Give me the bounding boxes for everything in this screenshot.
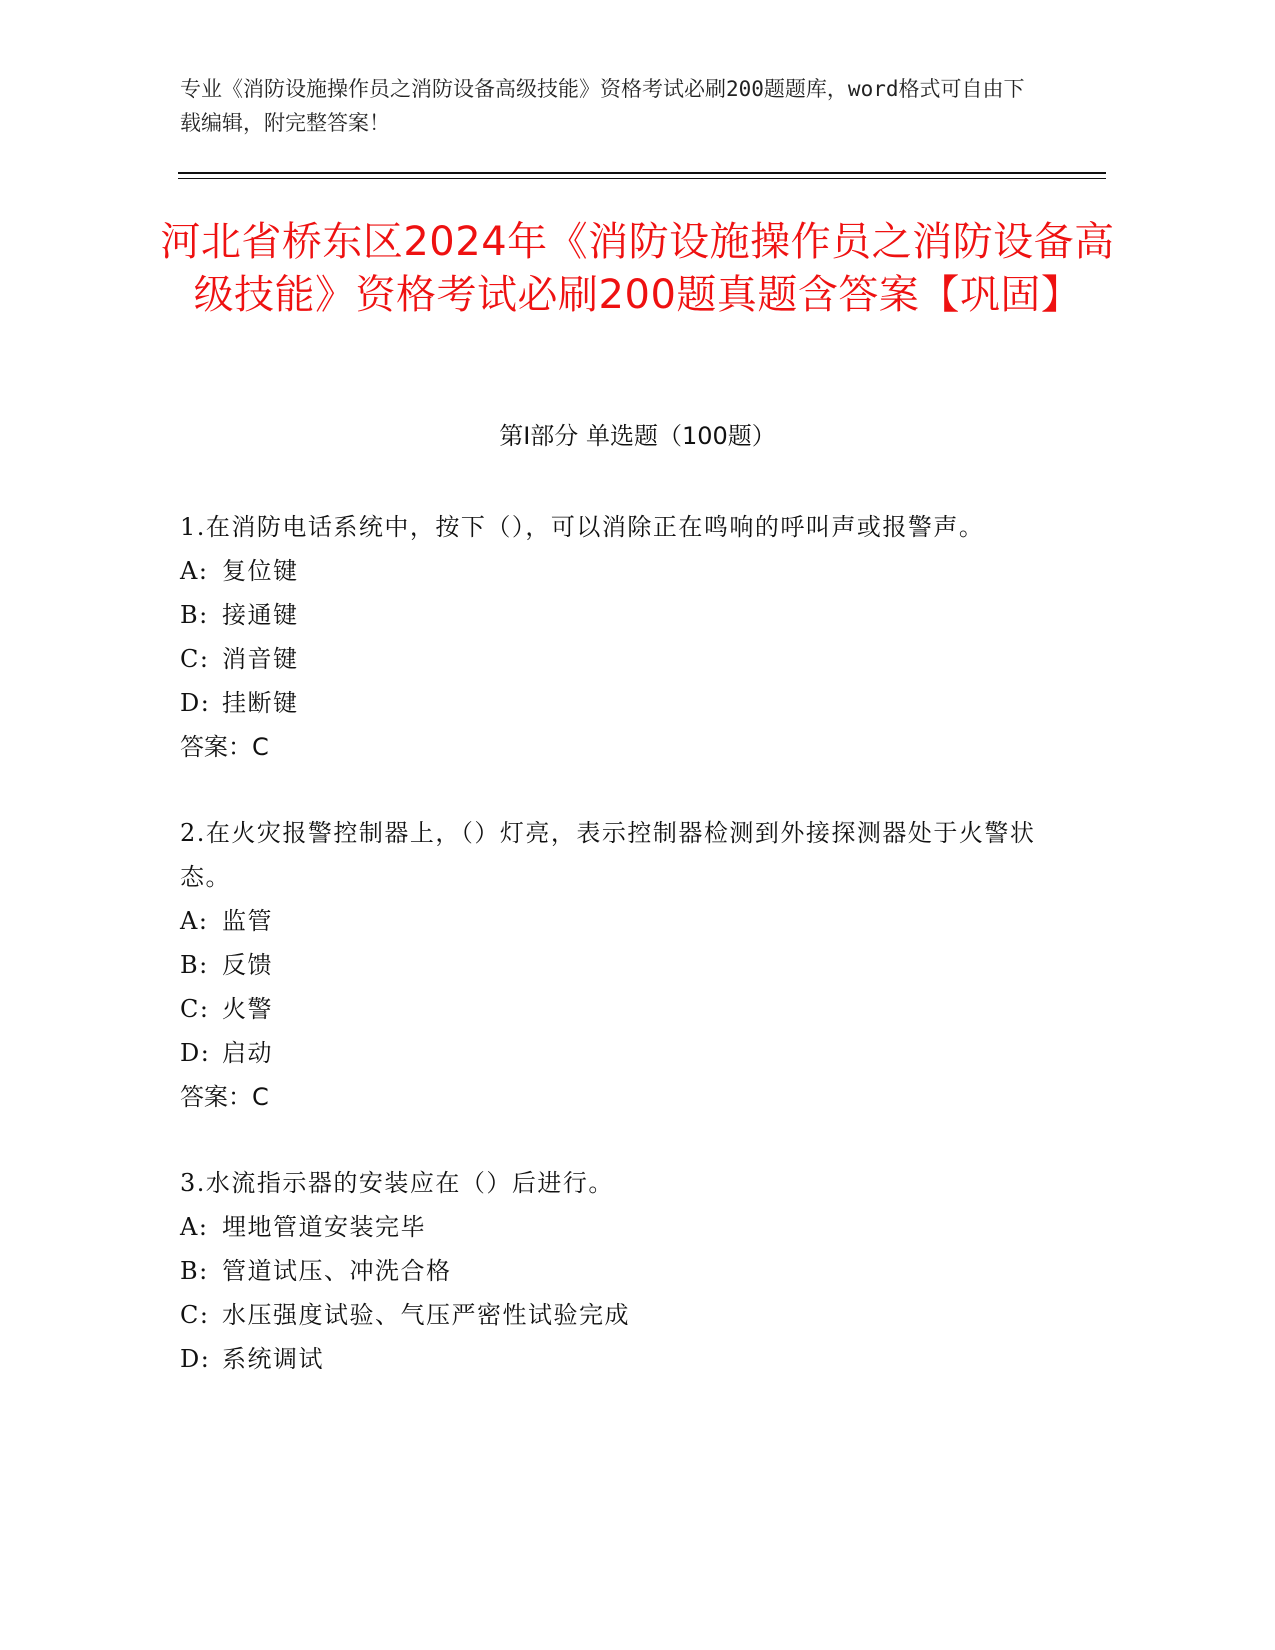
answer-line: 答案：C (180, 1083, 269, 1111)
question-2 (180, 811, 1040, 1119)
option-text: 反馈 (222, 951, 273, 979)
option-key: C: (180, 995, 210, 1023)
option-b (180, 1249, 1040, 1293)
option-text: 埋地管道安装完毕 (222, 1213, 426, 1241)
option-text: 监管 (222, 907, 273, 935)
option-key: C: (180, 1301, 210, 1329)
option-key: A: (180, 907, 209, 935)
option-key: B: (180, 951, 209, 979)
header-divider-thick (178, 172, 1106, 174)
question-stem: 1.在消防电话系统中，按下（），可以消除正在鸣响的呼叫声或报警声。 (180, 513, 985, 541)
document-title: 河北省桥东区2024年《消防设施操作员之消防设备高级技能》资格考试必刷200题真题含答案【巩固】 (160, 219, 1115, 318)
option-key: A: (180, 557, 209, 585)
option-text: 接通键 (222, 601, 299, 629)
section-heading: 第Ⅰ部分 单选题（100题） (499, 422, 776, 450)
option-text: 启动 (222, 1039, 273, 1067)
option-a (180, 899, 1040, 943)
option-b (180, 593, 1040, 637)
option-key: D: (180, 1039, 211, 1067)
option-key: A: (180, 1213, 209, 1241)
option-b (180, 943, 1040, 987)
option-a (180, 1205, 1040, 1249)
option-text: 复位键 (222, 557, 299, 585)
question-1 (180, 505, 1040, 769)
option-text: 系统调试 (222, 1345, 324, 1373)
option-key: C: (180, 645, 210, 673)
option-key: B: (180, 601, 209, 629)
option-text: 挂断键 (222, 689, 299, 717)
option-a (180, 549, 1040, 593)
option-text: 火警 (222, 995, 273, 1023)
option-key: B: (180, 1257, 209, 1285)
header-divider-thin (178, 178, 1106, 179)
option-key: D: (180, 1345, 211, 1373)
option-c (180, 637, 1040, 681)
option-c (180, 1293, 1040, 1337)
option-d (180, 681, 1040, 725)
header-note: 专业《消防设施操作员之消防设备高级技能》资格考试必刷200题题库，word格式可自由下载编辑，附完整答案！ (180, 77, 1025, 135)
answer-line: 答案：C (180, 733, 269, 761)
option-text: 水压强度试验、气压严密性试验完成 (222, 1301, 630, 1329)
option-key: D: (180, 689, 211, 717)
option-d (180, 1031, 1040, 1075)
option-text: 消音键 (222, 645, 299, 673)
question-stem: 2.在火灾报警控制器上，（）灯亮，表示控制器检测到外接探测器处于火警状态。 (180, 819, 1036, 891)
option-text: 管道试压、冲洗合格 (222, 1257, 452, 1285)
question-stem: 3.水流指示器的安装应在（）后进行。 (180, 1169, 614, 1197)
option-c (180, 987, 1040, 1031)
option-d (180, 1337, 1040, 1381)
question-list (180, 505, 1040, 1423)
question-3 (180, 1161, 1040, 1381)
